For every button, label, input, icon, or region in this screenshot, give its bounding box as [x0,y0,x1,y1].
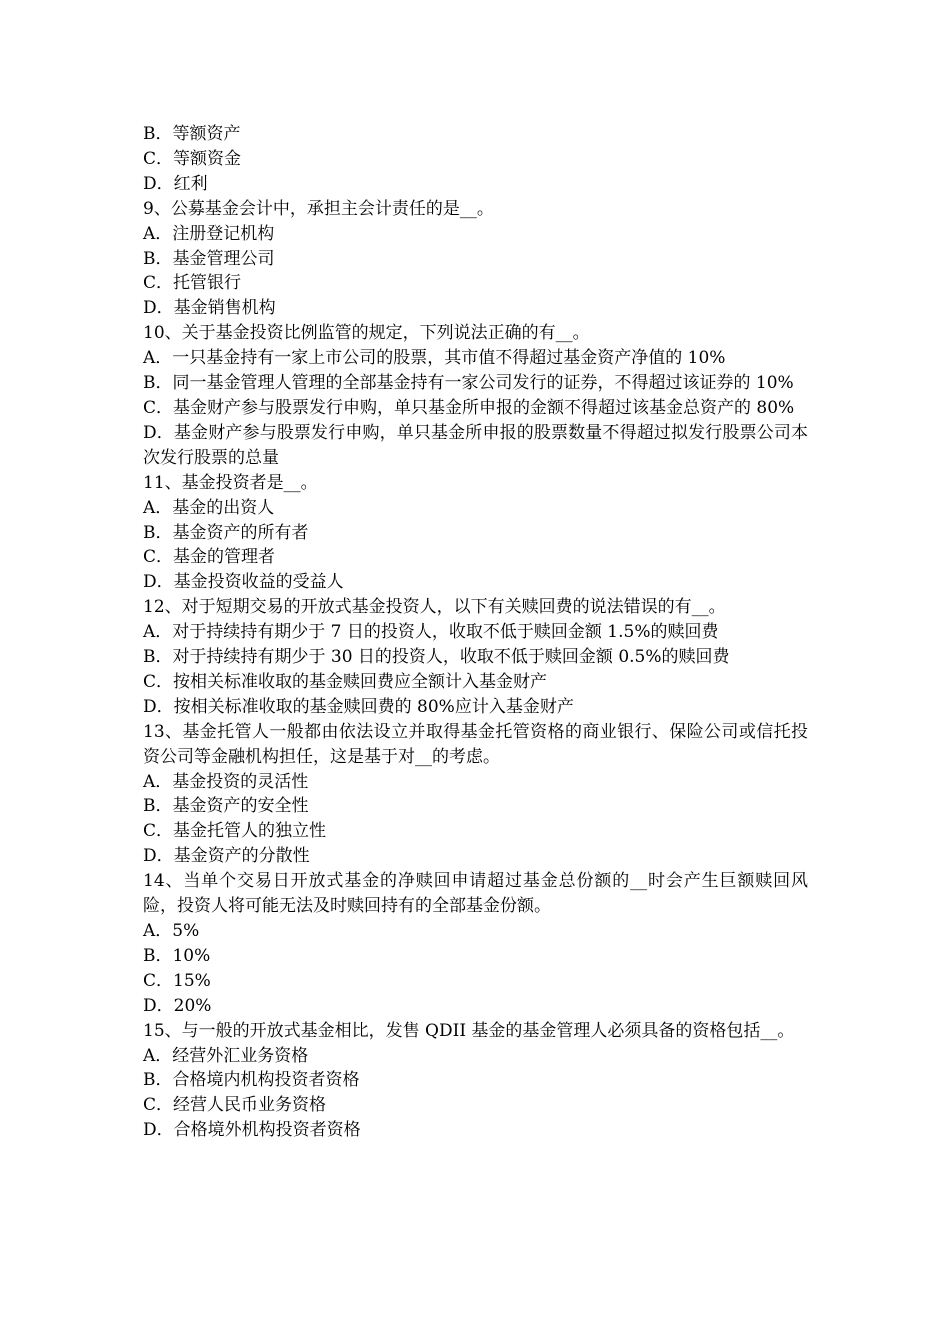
q10-option-a: A．一只基金持有一家上市公司的股票，其市值不得超过基金资产净值的 10% [143,348,726,369]
q11-option-c: C．基金的管理者 [143,547,276,568]
q9-option-a: A．注册登记机构 [143,223,275,244]
q14-option-b: B．10% [143,945,211,966]
q9-option-b: B．基金管理公司 [143,248,275,269]
q12-option-a: A．对于持续持有期少于 7 日的投资人，收取不低于赎回金额 1.5%的赎回费 [143,622,719,643]
q11-option-b: B．基金资产的所有者 [143,522,309,543]
q13-option-c: C．基金托管人的独立性 [143,821,327,842]
q9-option-d: D．基金销售机构 [143,298,276,319]
q14-option-d: D．20% [143,995,212,1016]
question-13: 13、基金托管人一般都由依法设立并取得基金托管资格的商业银行、保险公司或信托投资公司等金融机构担任，这是基于对__的考虑。 [143,721,808,767]
document-page [143,122,808,1143]
q15-option-b: B．合格境内机构投资者资格 [143,1070,360,1091]
q13-option-b: B．基金资产的安全性 [143,796,309,817]
question-10: 10、关于基金投资比例监管的规定，下列说法正确的有__。 [143,323,590,344]
option-d-line: D．红利 [143,173,208,194]
question-12: 12、对于短期交易的开放式基金投资人，以下有关赎回费的说法错误的有__。 [143,597,726,618]
option-c-line: C．等额资金 [143,148,242,169]
q11-option-d: D．基金投资收益的受益人 [143,572,344,593]
q15-option-c: C．经营人民币业务资格 [143,1095,327,1116]
question-15: 15、与一般的开放式基金相比，发售 QDII 基金的基金管理人必须具备的资格包括__。 [143,1020,795,1041]
q12-option-d: D．按相关标准收取的基金赎回费的 80%应计入基金财产 [143,696,574,717]
q9-option-c: C．托管银行 [143,273,242,294]
q10-option-c: C．基金财产参与股票发行申购，单只基金所申报的金额不得超过该基金总资产的 80% [143,397,795,418]
q13-option-a: A．基金投资的灵活性 [143,771,309,792]
option-b-line: B．等额资产 [143,124,241,144]
q11-option-a: A．基金的出资人 [143,497,275,518]
question-11: 11、基金投资者是__。 [143,472,318,493]
q10-option-d: D．基金财产参与股票发行申购，单只基金所申报的股票数量不得超过拟发行股票公司本次发行股票的总量 [143,422,808,468]
question-14: 14、当单个交易日开放式基金的净赎回申请超过基金总份额的__时会产生巨额赎回风险，投资人将可能无法及时赎回持有的全部基金份额。 [143,871,808,917]
q14-option-c: C．15% [143,970,211,991]
q12-option-c: C．按相关标准收取的基金赎回费应全额计入基金财产 [143,671,548,692]
q10-option-b: B．同一基金管理人管理的全部基金持有一家公司发行的证券，不得超过该证券的 10% [143,373,794,394]
q15-option-a: A．经营外汇业务资格 [143,1045,309,1066]
q15-option-d: D．合格境外机构投资者资格 [143,1120,361,1141]
q12-option-b: B．对于持续持有期少于 30 日的投资人，收取不低于赎回金额 0.5%的赎回费 [143,647,730,668]
q14-option-a: A．5% [143,921,200,941]
question-9: 9、公募基金会计中，承担主会计责任的是__。 [143,198,494,219]
q13-option-d: D．基金资产的分散性 [143,846,310,867]
